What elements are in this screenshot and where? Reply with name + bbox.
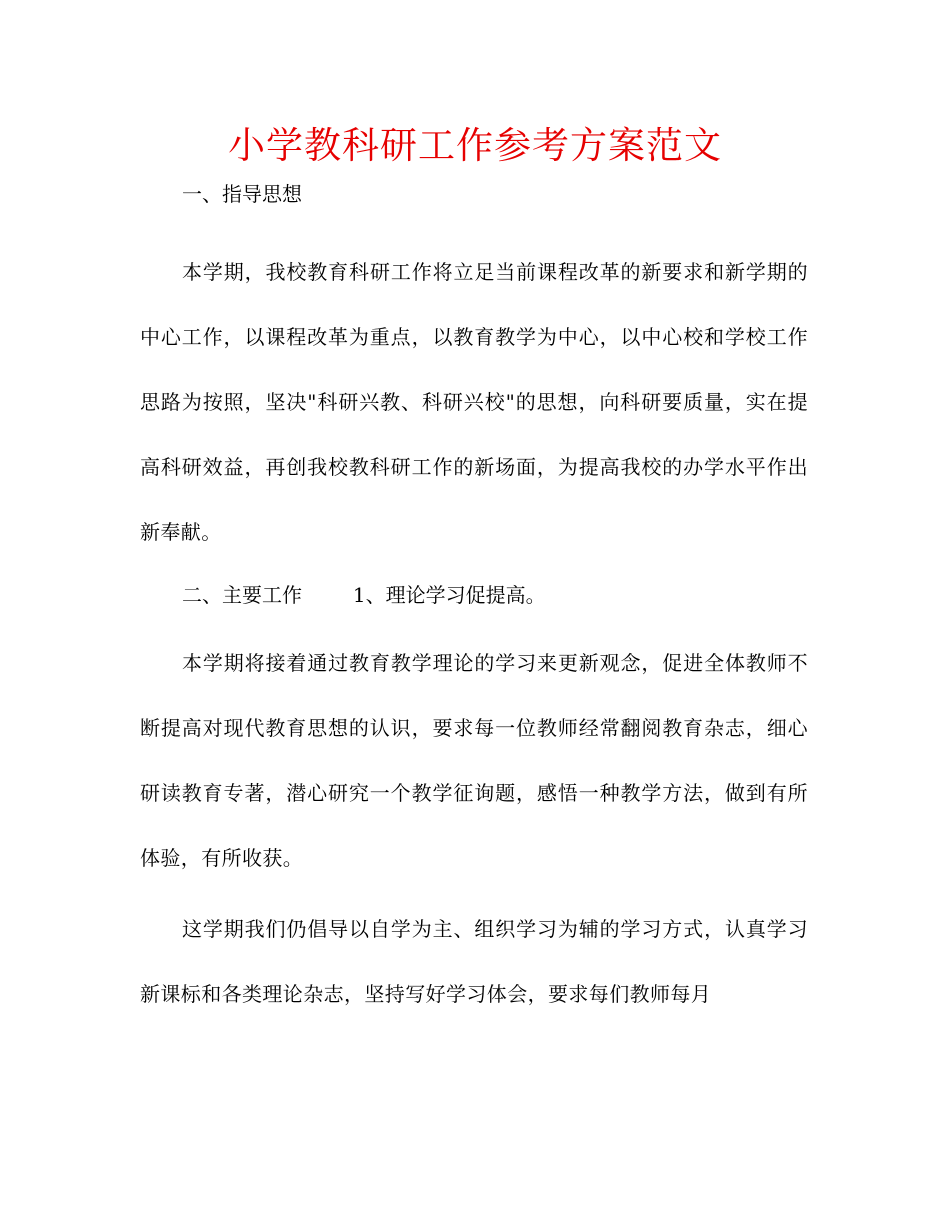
document-body <box>140 170 808 1033</box>
paragraph-study-method: 这学期我们仍倡导以自学为主、组织学习为辅的学习方式，认真学习新课标和各类理论杂志，坚持写好学习体会，要求每们教师每月 <box>140 917 808 1006</box>
paragraph-theory-study: 本学期将接着通过教育教学理论的学习来更新观念，促进全体教师不断提高对现代教育思想的认识，要求每一位教师经常翻阅教育杂志，细心研读教育专著，潜心研究一个教学征询题，感悟一种教学方法，做到有所体验，有所收获。 <box>140 651 808 870</box>
paragraph-guiding-thought: 本学期，我校教育科研工作将立足当前课程改革的新要求和新学期的中心工作，以课程改革为重点，以教育教学为中心，以中心校和学校工作思路为按照，坚决"科研兴教、科研兴校"的思想，向科研要质量，实在提高科研效益，再创我校教科研工作的新场面，为提高我校的办学水平作出新奉献。 <box>140 260 808 544</box>
document-title: 小学教科研工作参考方案范文 <box>228 124 722 167</box>
main-work-label: 二、主要工作 <box>182 583 302 607</box>
section-heading-guiding-thought: 一、指导思想 <box>182 182 302 206</box>
section-heading-main-work <box>140 571 808 631</box>
heading-gap <box>302 583 353 607</box>
subsection-heading-theory-study: 1、理论学习促提高。 <box>352 583 546 607</box>
